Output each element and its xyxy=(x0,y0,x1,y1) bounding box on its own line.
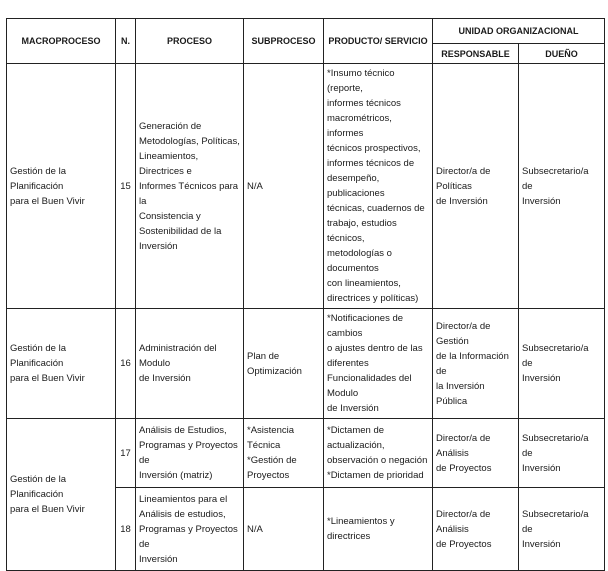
cell-producto: *Lineamientos y directrices xyxy=(324,488,433,571)
cell-subproceso: N/A xyxy=(244,488,324,571)
cell-proceso: Administración del Modulo de Inversión xyxy=(136,309,244,419)
cell-producto: *Insumo técnico (reporte, informes técnicos macrométricos, informes técnicos prospectivos, informes técnicos de desempeño, publicaciones técnicas, cuadernos de trabajo, estudios técnicos, metodologías o documentos con lineamientos, directrices y políticas) xyxy=(324,64,433,309)
cell-macroproceso: Gestión de la Planificación para el Buen Vivir xyxy=(7,64,116,309)
header-unidad-organizacional: UNIDAD ORGANIZACIONAL xyxy=(433,19,605,44)
header-producto: PRODUCTO/ SERVICIO xyxy=(324,19,433,64)
cell-responsable: Director/a de Gestión de la Información de la Inversión Pública xyxy=(433,309,519,419)
cell-number: 18 xyxy=(116,488,136,571)
header-responsable: RESPONSABLE xyxy=(433,44,519,64)
cell-dueno: Subsecretario/a de Inversión xyxy=(519,64,605,309)
table-row xyxy=(7,419,605,488)
cell-responsable: Director/a de Análisis de Proyectos xyxy=(433,488,519,571)
cell-macroproceso: Gestión de la Planificación para el Buen Vivir xyxy=(7,419,116,571)
cell-responsable: Director/a de Políticas de Inversión xyxy=(433,64,519,309)
cell-subproceso: N/A xyxy=(244,64,324,309)
document-page xyxy=(6,18,604,565)
header-subproceso: SUBPROCESO xyxy=(244,19,324,64)
cell-macroproceso: Gestión de la Planificación para el Buen Vivir xyxy=(7,309,116,419)
cell-dueno: Subsecretario/a de Inversión xyxy=(519,419,605,488)
cell-number: 15 xyxy=(116,64,136,309)
header-macroproceso: MACROPROCESO xyxy=(7,19,116,64)
header-dueno: DUEÑO xyxy=(519,44,605,64)
table-row xyxy=(7,64,605,309)
process-table xyxy=(6,18,605,571)
cell-subproceso: *Asistencia Técnica *Gestión de Proyectos xyxy=(244,419,324,488)
cell-responsable: Director/a de Análisis de Proyectos xyxy=(433,419,519,488)
cell-dueno: Subsecretario/a de Inversión xyxy=(519,488,605,571)
cell-producto: *Dictamen de actualización, observación o negación *Dictamen de prioridad xyxy=(324,419,433,488)
cell-producto: *Notificaciones de cambios o ajustes dentro de las diferentes Funcionalidades del Modulo de Inversión xyxy=(324,309,433,419)
cell-number: 17 xyxy=(116,419,136,488)
cell-proceso: Lineamientos para el Análisis de estudios, Programas y Proyectos de Inversión xyxy=(136,488,244,571)
table-row xyxy=(7,309,605,419)
cell-subproceso: Plan de Optimización xyxy=(244,309,324,419)
cell-dueno: Subsecretario/a de Inversión xyxy=(519,309,605,419)
header-row xyxy=(7,19,605,44)
header-number: N. xyxy=(116,19,136,64)
header-proceso: PROCESO xyxy=(136,19,244,64)
cell-number: 16 xyxy=(116,309,136,419)
cell-proceso: Análisis de Estudios, Programas y Proyectos de Inversión (matriz) xyxy=(136,419,244,488)
cell-proceso: Generación de Metodologías, Políticas, Lineamientos, Directrices e Informes Técnicos para la Consistencia y Sostenibilidad de la Inversión xyxy=(136,64,244,309)
